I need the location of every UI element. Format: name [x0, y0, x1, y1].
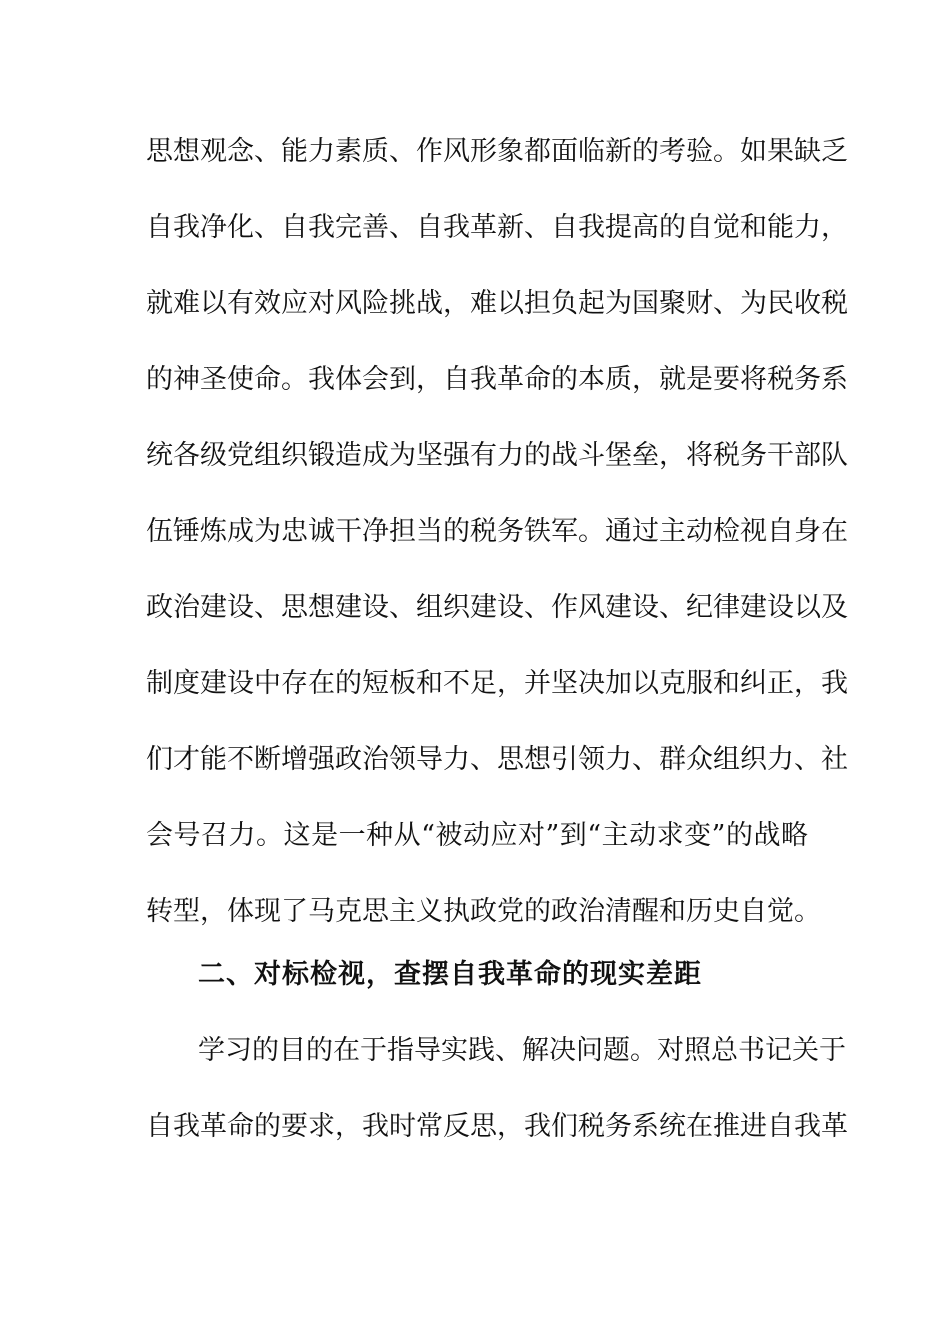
paragraph-line: 转型，体现了马克思主义执政党的政治清醒和历史自觉。	[146, 896, 821, 927]
paragraph-line: 们才能不断增强政治领导力、思想引领力、群众组织力、社	[146, 744, 848, 775]
paragraph-line: 自我革命的要求，我时常反思，我们税务系统在推进自我革	[146, 1111, 848, 1142]
paragraph-line: 就难以有效应对风险挑战，难以担负起为国聚财、为民收税	[146, 288, 848, 319]
paragraph-line: 会号召力。这是一种从“被动应对”到“主动求变”的战略	[146, 820, 808, 851]
paragraph-line: 自我净化、自我完善、自我革新、自我提高的自觉和能力，	[146, 212, 848, 243]
section-heading: 二、对标检视，查摆自我革命的现实差距	[198, 959, 702, 990]
paragraph-line: 的神圣使命。我体会到，自我革命的本质，就是要将税务系	[146, 364, 848, 395]
paragraph-line: 思想观念、能力素质、作风形象都面临新的考验。如果缺乏	[146, 136, 848, 167]
paragraph-line: 统各级党组织锻造成为坚强有力的战斗堡垒，将税务干部队	[146, 440, 848, 471]
paragraph-line: 学习的目的在于指导实践、解决问题。对照总书记关于	[198, 1035, 846, 1066]
paragraph-line: 伍锤炼成为忠诚干净担当的税务铁军。通过主动检视自身在	[146, 516, 848, 547]
paragraph-line: 政治建设、思想建设、组织建设、作风建设、纪律建设以及	[146, 592, 848, 623]
paragraph-line: 制度建设中存在的短板和不足，并坚决加以克服和纠正，我	[146, 668, 848, 699]
